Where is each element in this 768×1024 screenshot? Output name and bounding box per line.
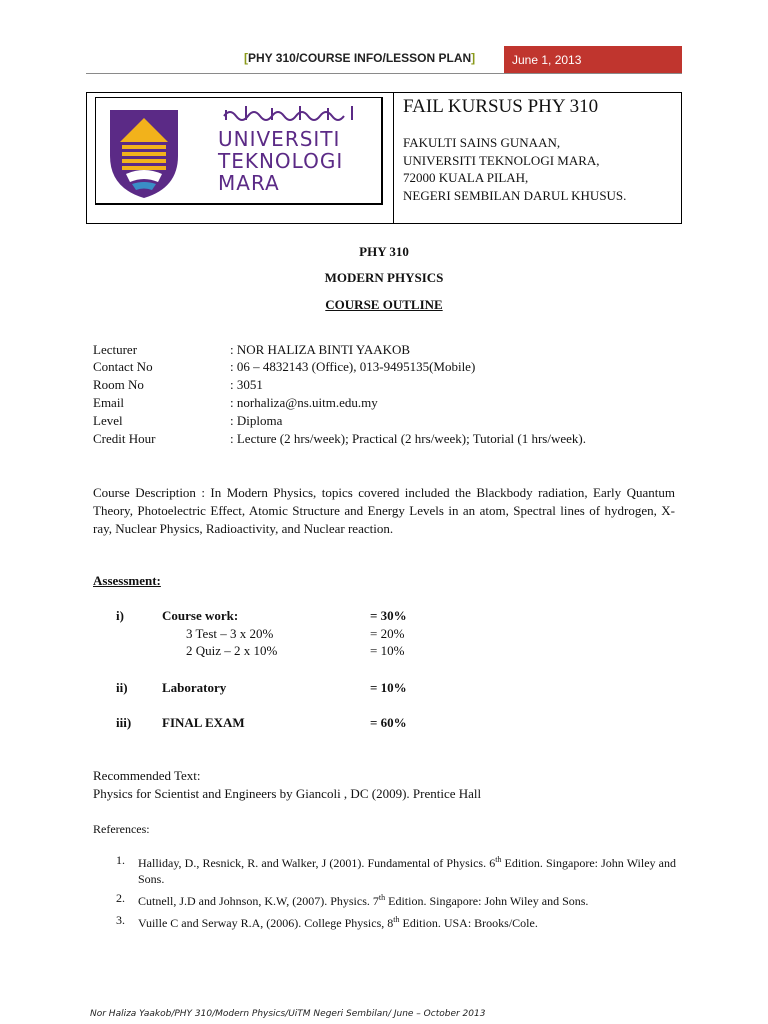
assessment-label: 2 Quiz – 2 x 10% xyxy=(186,643,278,658)
references-heading: References: xyxy=(93,822,150,836)
reference-text: Cutnell, J.D and Johnson, K.W, (2007). Physics. 7 xyxy=(138,894,379,908)
reference-sup: th xyxy=(378,893,386,902)
reference-text: Vuille C and Serway R.A, (2006). College Physics, 8 xyxy=(138,916,394,930)
reference-item xyxy=(116,890,676,909)
reference-num: 1. xyxy=(116,853,125,867)
info-value-credit: : Lecture (2 hrs/week); Practical (2 hrs/week); Tutorial (1 hrs/week). xyxy=(230,431,586,446)
reference-num: 3. xyxy=(116,913,125,927)
logo-line-2: TEKNOLOGI xyxy=(218,149,344,173)
info-label-contact: Contact No xyxy=(93,359,153,374)
info-value-lecturer: : NOR HALIZA BINTI YAAKOB xyxy=(230,342,411,357)
info-value-room: : 3051 xyxy=(230,377,263,392)
assessment-num: ii) xyxy=(116,680,128,695)
assessment-heading: Assessment: xyxy=(93,573,161,588)
info-label-credit: Credit Hour xyxy=(93,431,156,446)
reference-text-rest: Edition. Singapore: John Wiley and Sons. xyxy=(385,894,589,908)
header-title xyxy=(244,51,475,65)
course-code: PHY 310 xyxy=(359,244,409,259)
course-description: Course Description : In Modern Physics, topics covered included the Blackbody radiation, Early Quantum Theory, Photoelectric Effect, Atomic Structure and Energy Levels in an atom, Spectral lines of hydrogen, X-ray, Nuclear Physics, Radioactivity, and Nuclear reaction. xyxy=(93,485,675,536)
recommended-heading: Recommended Text: xyxy=(93,768,201,783)
uitm-logo xyxy=(95,97,383,205)
info-label-email: Email xyxy=(93,395,125,410)
reference-text: Halliday, D., Resnick, R. and Walker, J (2001). Fundamental of Physics. 6 xyxy=(138,856,496,870)
logo-line-1: UNIVERSITI xyxy=(218,127,341,151)
references-list xyxy=(116,852,676,934)
info-label-room: Room No xyxy=(93,377,144,392)
address-line: FAKULTI SAINS GUNAAN, xyxy=(403,135,561,150)
assessment-label: Laboratory xyxy=(162,680,227,695)
address-line: UNIVERSITI TEKNOLOGI MARA, xyxy=(403,152,600,168)
assessment-num: i) xyxy=(116,608,124,623)
reference-sup: th xyxy=(393,915,400,924)
header-rule xyxy=(86,73,682,74)
course-outline-heading: COURSE OUTLINE xyxy=(325,297,443,312)
header-title-text: PHY 310/COURSE INFO/LESSON PLAN xyxy=(248,51,472,65)
faculty-address xyxy=(403,134,626,204)
logo-line-3: MARA xyxy=(218,171,280,195)
course-name: MODERN PHYSICS xyxy=(324,270,444,285)
reference-text-rest: Edition. Singapore: John Wiley and Sons. xyxy=(138,856,676,886)
header-date: June 1, 2013 xyxy=(504,46,682,74)
address-line: 72000 KUALA PILAH, xyxy=(403,170,529,185)
reference-text-rest: Edition. USA: Brooks/Cole. xyxy=(399,916,538,930)
assessment-num: iii) xyxy=(116,715,132,730)
assessment-value: = 30% xyxy=(370,608,407,623)
assessment-value: = 10% xyxy=(370,643,405,658)
assessment-label: Course work: xyxy=(162,608,239,623)
title-box-divider xyxy=(393,93,394,223)
title-box xyxy=(86,92,682,224)
page-footer: Nor Haliza Yaakob/PHY 310/Modern Physics/UiTM Negeri Sembilan/ June – October 2013 xyxy=(90,1009,486,1019)
assessment-value: = 20% xyxy=(370,626,405,641)
info-value-email: : norhaliza@ns.uitm.edu.my xyxy=(230,395,378,410)
info-value-level: : Diploma xyxy=(230,413,283,428)
address-line: NEGERI SEMBILAN DARUL KHUSUS. xyxy=(403,187,627,203)
assessment-value: = 60% xyxy=(370,715,407,730)
info-label-lecturer: Lecturer xyxy=(93,342,138,357)
reference-sup: th xyxy=(495,855,502,864)
assessment-label: FINAL EXAM xyxy=(162,715,245,730)
reference-num: 2. xyxy=(116,891,125,905)
fail-kursus-heading: FAIL KURSUS PHY 310 xyxy=(403,96,599,117)
bracket-close: ] xyxy=(471,51,476,65)
info-label-level: Level xyxy=(93,413,123,428)
reference-item xyxy=(116,852,676,887)
reference-item xyxy=(116,912,676,931)
bracket-open: [ xyxy=(244,51,248,65)
info-value-contact: : 06 – 4832143 (Office), 013-9495135(Mobile) xyxy=(230,359,476,374)
recommended-text: Physics for Scientist and Engineers by Giancoli , DC (2009). Prentice Hall xyxy=(93,786,482,801)
assessment-label: 3 Test – 3 x 20% xyxy=(186,626,274,641)
assessment-value: = 10% xyxy=(370,680,407,695)
